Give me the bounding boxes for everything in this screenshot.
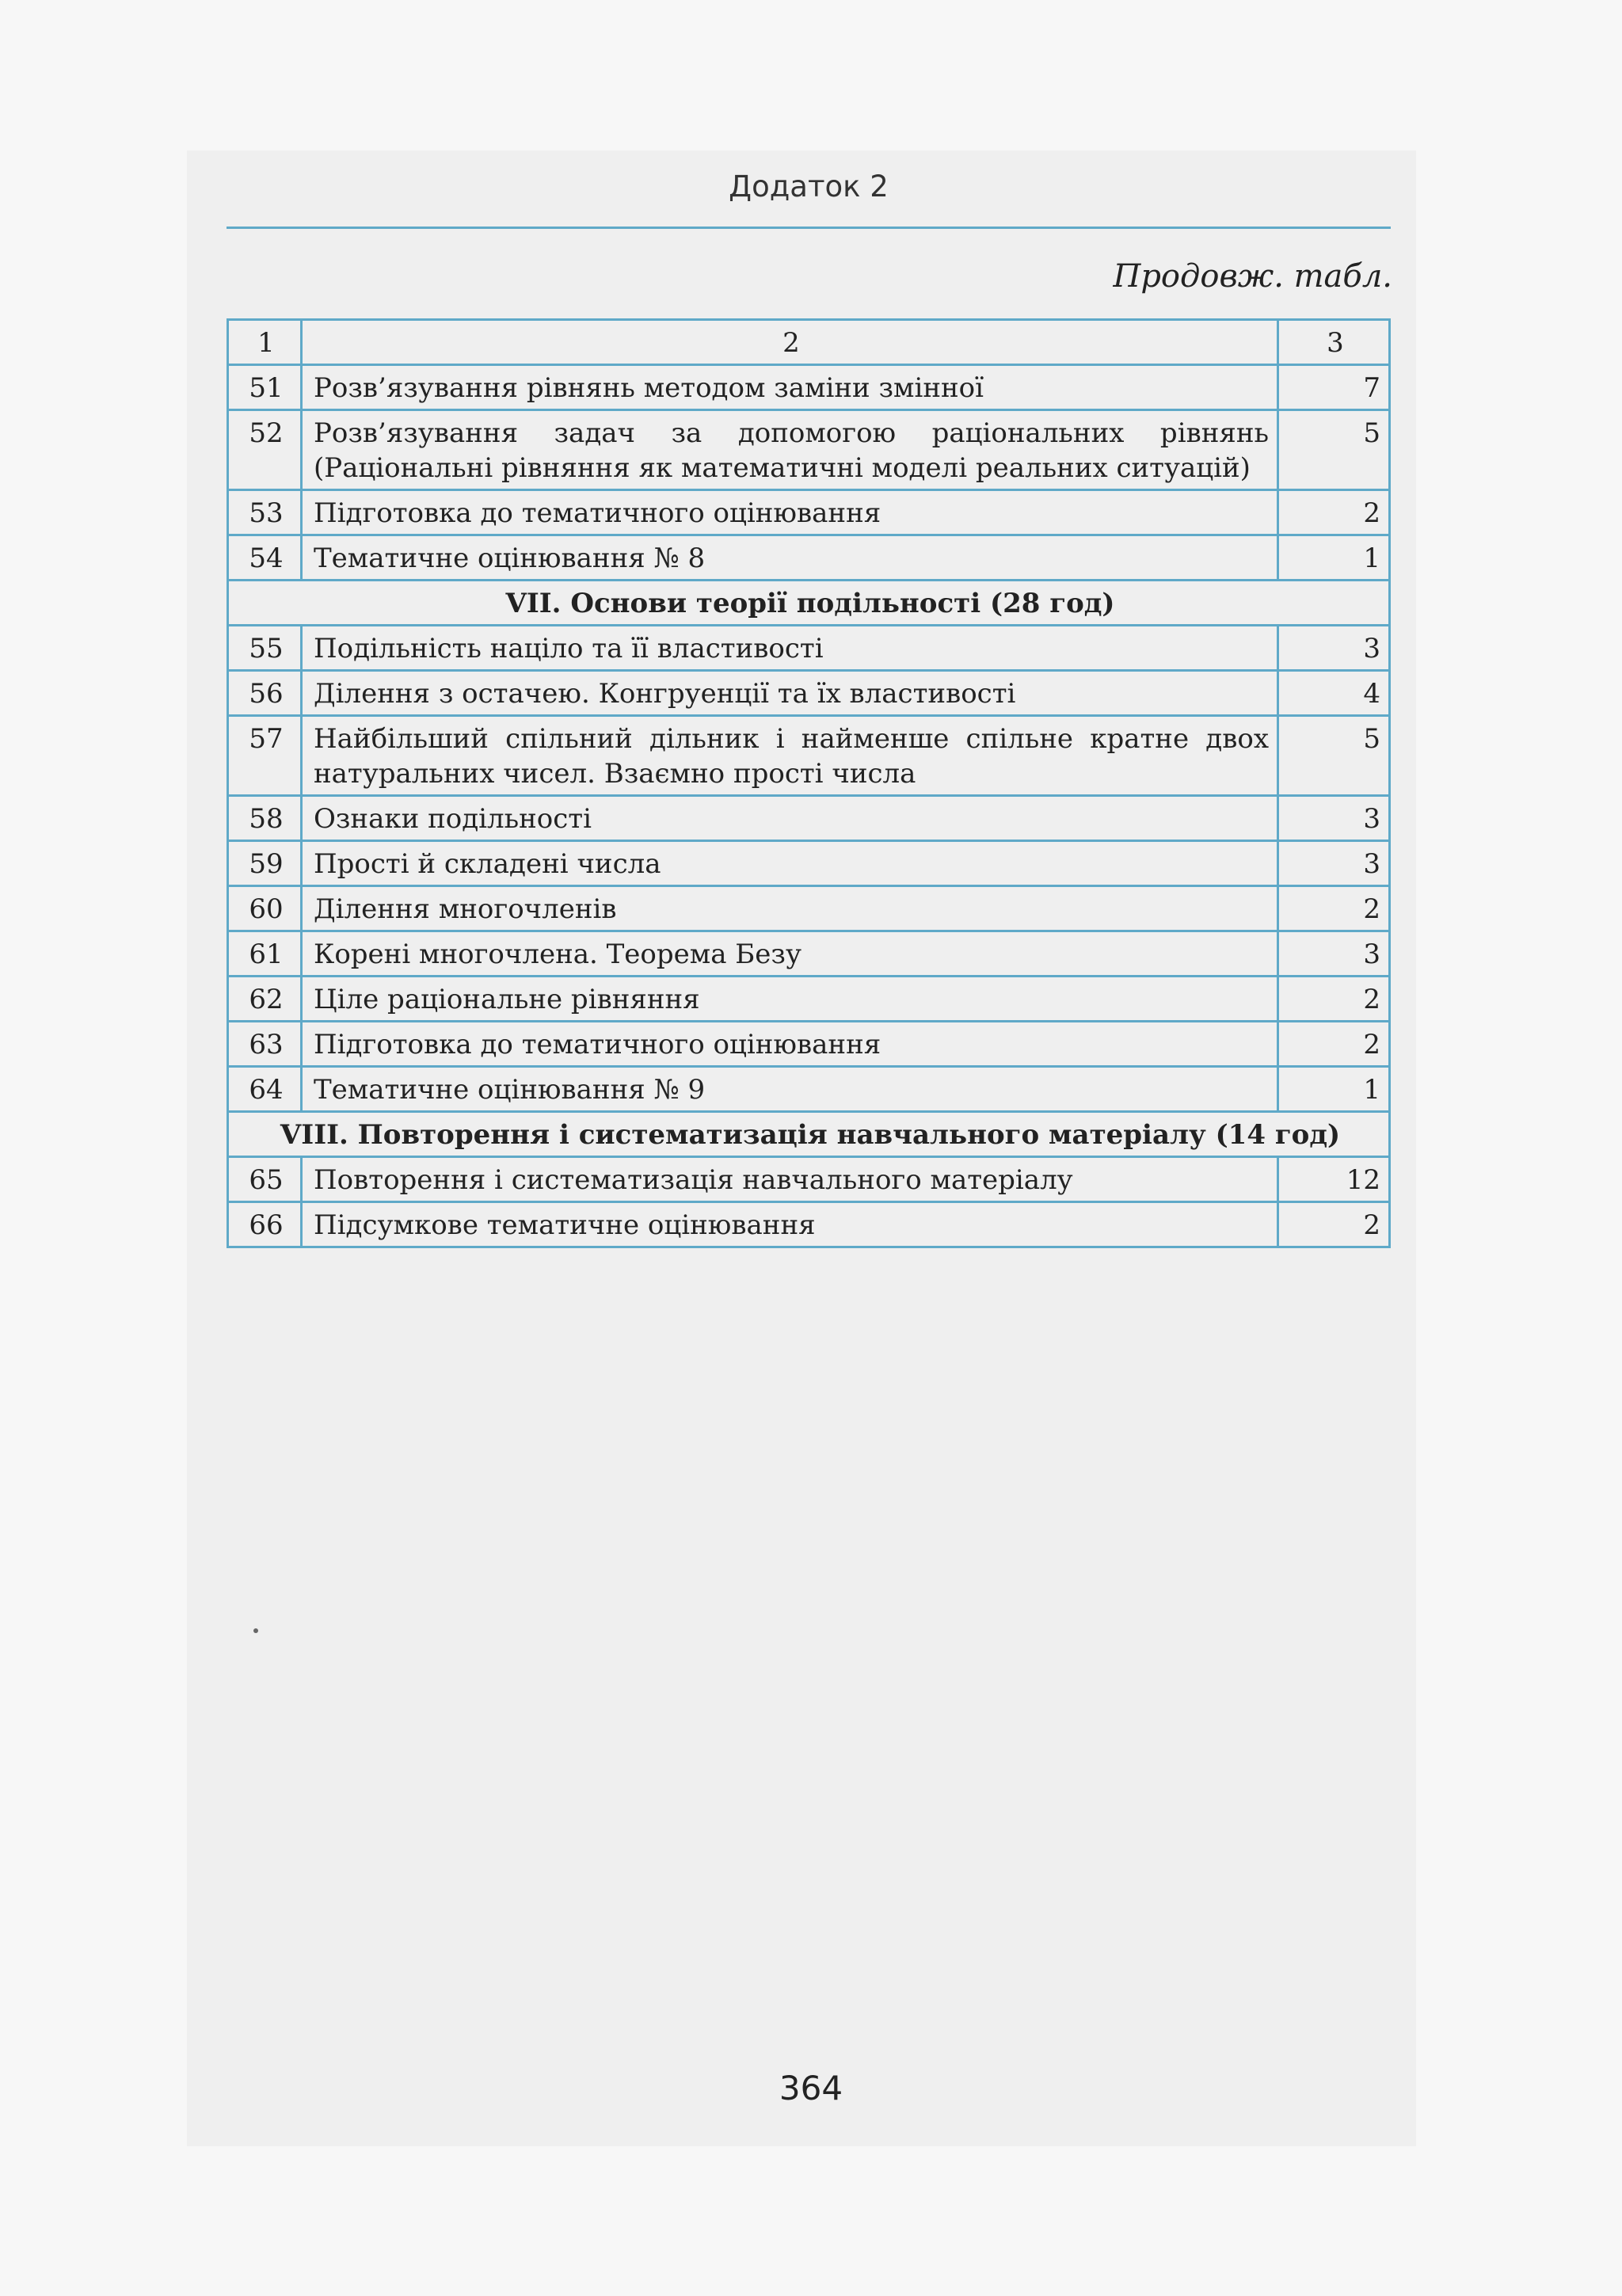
row-number: 66 (228, 1202, 302, 1247)
row-hours: 3 (1278, 626, 1390, 671)
table-row (228, 1202, 1390, 1247)
table-row (228, 490, 1390, 535)
section-heading: VII. Основи теорії подільності (28 год) (228, 581, 1390, 626)
row-hours: 3 (1278, 931, 1390, 977)
row-number: 54 (228, 535, 302, 581)
row-topic: Найбільший спільний дільник і найменше спільне кратне двох натуральних чисел. Взаємно прості числа (302, 716, 1278, 796)
row-hours: 2 (1278, 977, 1390, 1022)
section-heading-row (228, 1112, 1390, 1157)
table-header-row (228, 320, 1390, 365)
row-number: 57 (228, 716, 302, 796)
header-rule (227, 227, 1391, 229)
row-hours: 2 (1278, 490, 1390, 535)
row-topic: Підготовка до тематичного оцінювання (302, 1022, 1278, 1067)
row-number: 60 (228, 886, 302, 931)
page-header: Додаток 2 (729, 169, 889, 204)
table-row (228, 1067, 1390, 1112)
row-topic: Тематичне оцінювання № 8 (302, 535, 1278, 581)
table-row (228, 796, 1390, 841)
row-number: 55 (228, 626, 302, 671)
row-topic: Ділення многочленів (302, 886, 1278, 931)
row-topic: Розв’язування рівнянь методом заміни змінної (302, 365, 1278, 410)
row-number: 51 (228, 365, 302, 410)
row-hours: 7 (1278, 365, 1390, 410)
row-number: 58 (228, 796, 302, 841)
row-hours: 12 (1278, 1157, 1390, 1202)
row-hours: 2 (1278, 1022, 1390, 1067)
row-hours: 2 (1278, 886, 1390, 931)
table-row (228, 535, 1390, 581)
row-number: 53 (228, 490, 302, 535)
row-topic: Ознаки подільності (302, 796, 1278, 841)
row-number: 56 (228, 671, 302, 716)
table-row (228, 931, 1390, 977)
row-number: 59 (228, 841, 302, 886)
row-topic: Ціле раціональне рівняння (302, 977, 1278, 1022)
print-speck (253, 1628, 258, 1633)
row-hours: 3 (1278, 796, 1390, 841)
table-row (228, 410, 1390, 490)
table-row (228, 886, 1390, 931)
row-number: 52 (228, 410, 302, 490)
table-body (228, 320, 1390, 1247)
row-hours: 1 (1278, 535, 1390, 581)
row-number: 62 (228, 977, 302, 1022)
row-number: 61 (228, 931, 302, 977)
table-row (228, 716, 1390, 796)
row-number: 65 (228, 1157, 302, 1202)
page-number: 364 (779, 2069, 843, 2108)
section-heading: VIII. Повторення і систематизація навчального матеріалу (14 год) (228, 1112, 1390, 1157)
row-hours: 5 (1278, 716, 1390, 796)
table-row (228, 1022, 1390, 1067)
section-heading-row (228, 581, 1390, 626)
row-number: 64 (228, 1067, 302, 1112)
row-number: 63 (228, 1022, 302, 1067)
row-topic: Ділення з остачею. Конгруенції та їх властивості (302, 671, 1278, 716)
row-topic: Повторення і систематизація навчального матеріалу (302, 1157, 1278, 1202)
table-row (228, 671, 1390, 716)
row-topic: Підсумкове тематичне оцінювання (302, 1202, 1278, 1247)
row-topic: Розв’язування задач за допомогою раціональних рівнянь (Раціональні рівняння як математичні моделі реальних ситуацій) (302, 410, 1278, 490)
row-topic: Корені многочлена. Теорема Безу (302, 931, 1278, 977)
row-hours: 5 (1278, 410, 1390, 490)
row-topic: Прості й складені числа (302, 841, 1278, 886)
lesson-plan-table (227, 318, 1391, 1248)
column-header-hours: 3 (1278, 320, 1390, 365)
row-hours: 3 (1278, 841, 1390, 886)
table-row (228, 977, 1390, 1022)
table-row (228, 626, 1390, 671)
table-row (228, 1157, 1390, 1202)
row-topic: Підготовка до тематичного оцінювання (302, 490, 1278, 535)
table-continued-label: Продовж. табл. (1113, 258, 1392, 295)
row-hours: 1 (1278, 1067, 1390, 1112)
column-header-number: 1 (228, 320, 302, 365)
row-hours: 4 (1278, 671, 1390, 716)
row-topic: Подільність націло та її властивості (302, 626, 1278, 671)
row-topic: Тематичне оцінювання № 9 (302, 1067, 1278, 1112)
row-hours: 2 (1278, 1202, 1390, 1247)
table-row (228, 365, 1390, 410)
column-header-topic: 2 (302, 320, 1278, 365)
table-row (228, 841, 1390, 886)
